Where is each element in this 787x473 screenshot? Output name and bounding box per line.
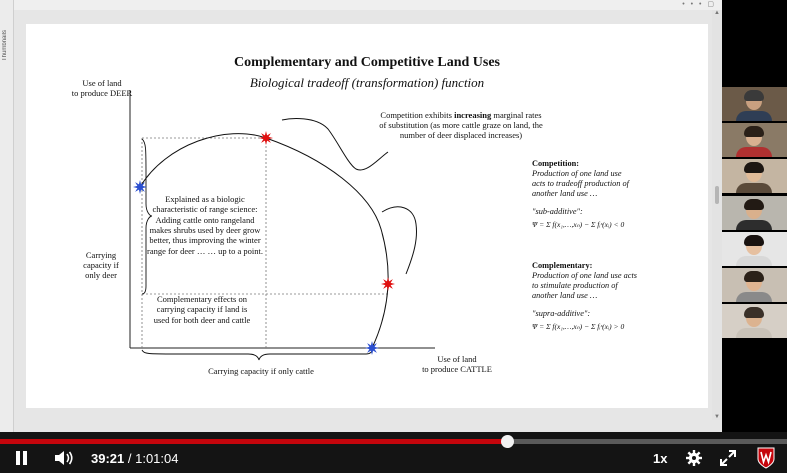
competition-note-post: marginal rates of substitution (as more cattle graze on land, the number of deer displaced increases) [379,110,543,141]
viewer-toolbar [14,0,722,10]
participant-body [736,220,772,230]
participant-video-tile[interactable] [722,159,787,193]
thumbnails-panel[interactable] [0,0,14,432]
carrying-capacity-cattle-label: Carrying capacity if only cattle [208,366,314,376]
thumbnails-label: Thumbnails [2,30,8,62]
vertical-scrollbar[interactable] [712,10,722,420]
participant-hair [744,307,764,318]
slide-subtitle: Biological tradeoff (transformation) function [249,75,485,90]
slide [26,24,708,408]
competition-callout-line [282,119,388,170]
complementary-box [532,261,642,331]
star-red-competition-icon [381,277,395,291]
participant-hair [744,162,764,173]
star-blue-cattle-only-icon [365,341,379,355]
time-display [91,451,178,466]
carrying-capacity-deer-label: Carrying capacity if only deer [83,250,119,281]
star-blue-deer-only-icon [133,180,147,194]
current-time: 39:21 [91,451,125,466]
y-axis-label: Use of land to produce DEER [71,78,133,99]
viewer-toolbar-buttons[interactable]: • • • ▢ [682,1,716,8]
participant-hair [744,90,764,101]
pause-button[interactable] [14,451,30,466]
complementary-text: Production of one land use acts to stimulate production of another land use … [532,271,638,301]
participant-hair [744,199,764,210]
slide-title: Complementary and Competitive Land Uses [234,55,500,70]
participant-video-tile[interactable] [722,87,787,121]
participant-hair [744,271,764,282]
competition-note [376,110,546,141]
sub-additive-tag: "sub-additive": [532,207,583,217]
participant-body [736,328,772,338]
competition-heading: Competition: [532,159,580,168]
crest-logo-icon [757,447,775,469]
volume-icon [54,450,74,466]
participant-video-tile[interactable] [722,232,787,266]
gear-icon [686,450,702,466]
participant-body [736,147,772,157]
volume-button[interactable] [54,450,74,466]
sub-additive-formula: Ψ = Σ f(x₁,…,xₙ) − Σ fᵢˢ(xᵢ) < 0 [532,219,625,229]
expand-icon [720,450,736,466]
participant-video-tile[interactable] [722,268,787,302]
pause-icon-bar [23,451,27,465]
participant-hair [744,126,764,137]
participant-hair [744,235,764,246]
progress-fill [0,439,507,444]
participants-strip [722,0,787,432]
participant-body [736,183,772,193]
competition-note-pre: Competition exhibits [380,110,455,120]
duration: / 1:01:04 [127,451,179,466]
settings-button[interactable] [686,450,702,466]
participant-video-tile[interactable] [722,196,787,230]
player-controls [0,432,787,473]
playback-speed-button[interactable]: 1x [653,451,668,466]
pause-icon [16,451,20,465]
complementary-heading: Complementary: [532,261,593,270]
scrollbar-thumb[interactable] [715,186,719,204]
participant-video-tile[interactable] [722,304,787,338]
participant-video-tile[interactable] [722,123,787,157]
participant-body [736,292,772,302]
star-red-peak-icon [259,131,273,145]
complementary-effects-note: Complementary effects on carrying capacity if land is used for both deer and cattle [153,294,251,325]
supra-additive-tag: "supra-additive": [532,309,591,319]
fullscreen-button[interactable] [720,450,736,466]
participant-body [736,111,772,121]
competition-note-bold: increasing [454,110,492,120]
participant-body [736,256,772,266]
supra-additive-formula: Ψ = Σ f(x₁,…,xₙ) − Σ fᵢˢ(xᵢ) > 0 [532,321,625,331]
range-science-explanation: Explained as a biologic characteristic of range science: Adding cattle onto rangeland makes shrubs used by deer grow better, thus improving the winter range for deer … … up to a point. [147,194,263,256]
progress-scrubber[interactable] [501,435,514,448]
x-axis-label: Use of land to produce CATTLE [422,354,492,375]
scroll-down-icon[interactable]: ▼ [714,414,720,420]
carrying-capacity-cattle-brace [142,350,372,360]
university-logo [757,447,775,469]
competition-text: Production of one land use acts to tradeoff production of another land use … [532,169,629,199]
scroll-up-icon[interactable]: ▲ [714,10,720,16]
progress-bar[interactable] [0,439,787,444]
competition-box [532,159,632,229]
